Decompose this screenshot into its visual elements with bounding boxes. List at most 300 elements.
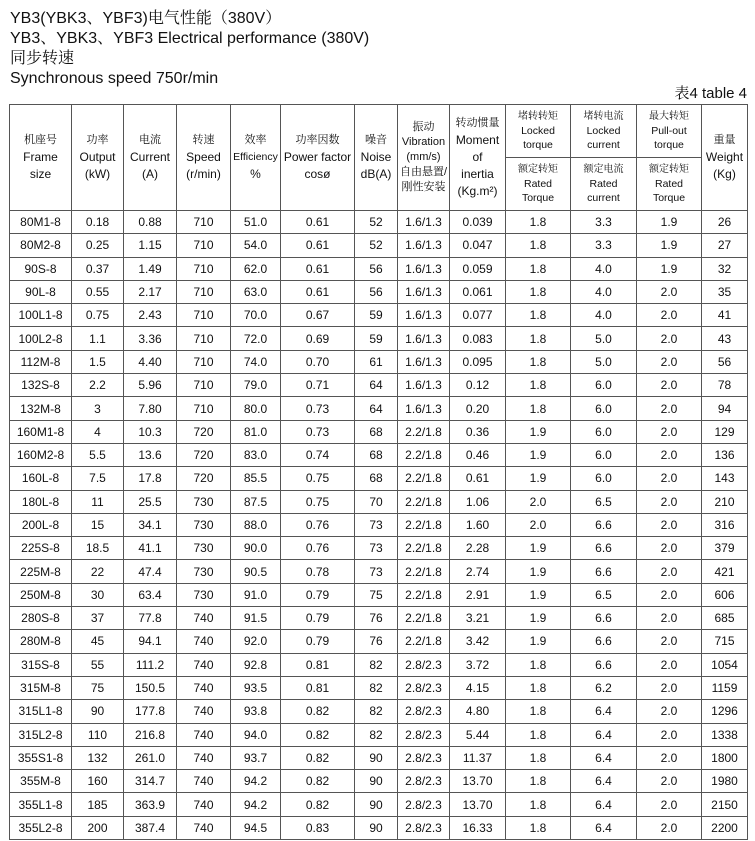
cell-output: 37 — [72, 607, 124, 630]
table-row — [10, 350, 748, 373]
cell-power-factor: 0.75 — [281, 467, 355, 490]
cell-vibration: 2.8/2.3 — [398, 793, 450, 816]
cell-vibration: 2.8/2.3 — [398, 746, 450, 769]
cell-power-factor: 0.82 — [281, 700, 355, 723]
cell-locked-current-ratio: 6.6 — [571, 513, 637, 536]
cell-locked-torque-ratio: 1.9 — [506, 467, 571, 490]
cell-frame-size: 80M2-8 — [10, 234, 72, 257]
cell-frame-size: 200L-8 — [10, 513, 72, 536]
cell-vibration: 2.8/2.3 — [398, 770, 450, 793]
cell-output: 22 — [72, 560, 124, 583]
header-efficiency — [231, 105, 281, 211]
cell-speed: 720 — [177, 443, 231, 466]
cell-frame-size: 315L2-8 — [10, 723, 72, 746]
header-lt-bot-en2: Torque — [521, 192, 555, 204]
cell-pullout-torque-ratio: 2.0 — [637, 467, 702, 490]
performance-table — [9, 104, 748, 840]
cell-frame-size: 355M-8 — [10, 770, 72, 793]
header-vibration — [398, 105, 450, 211]
cell-frame-size: 355S1-8 — [10, 746, 72, 769]
header-pt-top-en1: Pull-out — [651, 125, 687, 137]
cell-weight: 94 — [702, 397, 748, 420]
header-lc-top-en1: Locked — [586, 125, 621, 137]
header-power-factor — [281, 105, 355, 211]
header-inertia-en1: Moment — [455, 133, 500, 147]
cell-pullout-torque-ratio: 2.0 — [637, 607, 702, 630]
cell-power-factor: 0.79 — [281, 607, 355, 630]
cell-output: 0.37 — [72, 257, 124, 280]
cell-vibration: 1.6/1.3 — [398, 327, 450, 350]
cell-frame-size: 100L2-8 — [10, 327, 72, 350]
cell-vibration: 1.6/1.3 — [398, 397, 450, 420]
cell-weight: 41 — [702, 304, 748, 327]
cell-output: 4 — [72, 420, 124, 443]
header-noise-unit: dB(A) — [360, 167, 392, 181]
cell-noise: 73 — [355, 537, 398, 560]
cell-locked-torque-ratio: 2.0 — [506, 513, 571, 536]
cell-locked-torque-ratio: 1.8 — [506, 723, 571, 746]
cell-locked-current-ratio: 6.2 — [571, 676, 637, 699]
cell-speed: 730 — [177, 583, 231, 606]
cell-locked-torque-ratio: 1.8 — [506, 211, 571, 234]
document-heading — [10, 9, 369, 89]
cell-output: 55 — [72, 653, 124, 676]
cell-efficiency: 80.0 — [231, 397, 281, 420]
cell-pullout-torque-ratio: 2.0 — [637, 537, 702, 560]
cell-frame-size: 225M-8 — [10, 560, 72, 583]
cell-speed: 710 — [177, 257, 231, 280]
cell-power-factor: 0.81 — [281, 653, 355, 676]
cell-speed: 730 — [177, 560, 231, 583]
cell-speed: 710 — [177, 304, 231, 327]
cell-efficiency: 87.5 — [231, 490, 281, 513]
cell-weight: 1338 — [702, 723, 748, 746]
cell-output: 1.5 — [72, 350, 124, 373]
cell-inertia: 1.60 — [450, 513, 506, 536]
cell-current: 34.1 — [124, 513, 177, 536]
cell-power-factor: 0.76 — [281, 513, 355, 536]
cell-efficiency: 74.0 — [231, 350, 281, 373]
cell-output: 0.55 — [72, 280, 124, 303]
cell-efficiency: 93.7 — [231, 746, 281, 769]
cell-current: 0.88 — [124, 211, 177, 234]
header-inertia-en2: of — [472, 150, 483, 164]
table-row — [10, 676, 748, 699]
cell-power-factor: 0.76 — [281, 537, 355, 560]
table-row — [10, 816, 748, 839]
cell-speed: 710 — [177, 350, 231, 373]
cell-pullout-torque-ratio: 2.0 — [637, 630, 702, 653]
cell-efficiency: 92.8 — [231, 653, 281, 676]
cell-efficiency: 70.0 — [231, 304, 281, 327]
cell-locked-torque-ratio: 1.9 — [506, 443, 571, 466]
cell-pullout-torque-ratio: 2.0 — [637, 653, 702, 676]
cell-noise: 82 — [355, 723, 398, 746]
cell-current: 216.8 — [124, 723, 177, 746]
cell-efficiency: 91.5 — [231, 607, 281, 630]
cell-locked-current-ratio: 6.4 — [571, 723, 637, 746]
cell-efficiency: 94.2 — [231, 770, 281, 793]
cell-speed: 730 — [177, 490, 231, 513]
cell-inertia: 0.059 — [450, 257, 506, 280]
cell-locked-current-ratio: 6.0 — [571, 443, 637, 466]
header-weight-en: Weight — [705, 150, 744, 164]
cell-locked-current-ratio: 6.0 — [571, 420, 637, 443]
cell-vibration: 2.2/1.8 — [398, 537, 450, 560]
header-efficiency-zh: 效率 — [244, 134, 267, 146]
cell-inertia: 4.80 — [450, 700, 506, 723]
cell-output: 7.5 — [72, 467, 124, 490]
cell-locked-torque-ratio: 1.9 — [506, 630, 571, 653]
cell-locked-torque-ratio: 1.8 — [506, 304, 571, 327]
cell-current: 17.8 — [124, 467, 177, 490]
cell-pullout-torque-ratio: 2.0 — [637, 700, 702, 723]
cell-power-factor: 0.67 — [281, 304, 355, 327]
cell-pullout-torque-ratio: 2.0 — [637, 280, 702, 303]
table-row — [10, 257, 748, 280]
header-frame-unit: size — [29, 167, 52, 181]
cell-efficiency: 93.5 — [231, 676, 281, 699]
cell-speed: 740 — [177, 676, 231, 699]
cell-inertia: 0.039 — [450, 211, 506, 234]
cell-frame-size: 315L1-8 — [10, 700, 72, 723]
cell-efficiency: 92.0 — [231, 630, 281, 653]
cell-current: 177.8 — [124, 700, 177, 723]
cell-power-factor: 0.82 — [281, 746, 355, 769]
cell-vibration: 1.6/1.3 — [398, 280, 450, 303]
cell-efficiency: 81.0 — [231, 420, 281, 443]
cell-efficiency: 91.0 — [231, 583, 281, 606]
header-weight-unit: (Kg) — [713, 167, 736, 181]
header-vibration-note2: 刚性安装 — [401, 181, 446, 193]
cell-output: 200 — [72, 816, 124, 839]
cell-frame-size: 225S-8 — [10, 537, 72, 560]
cell-efficiency: 90.0 — [231, 537, 281, 560]
table-row — [10, 280, 748, 303]
cell-locked-current-ratio: 5.0 — [571, 350, 637, 373]
cell-output: 0.25 — [72, 234, 124, 257]
cell-frame-size: 160L-8 — [10, 467, 72, 490]
cell-output: 45 — [72, 630, 124, 653]
table-row — [10, 234, 748, 257]
cell-noise: 68 — [355, 467, 398, 490]
cell-vibration: 2.8/2.3 — [398, 700, 450, 723]
header-pt-bot-en1: Rated — [654, 178, 684, 190]
header-pt-bot-en2: Torque — [652, 192, 686, 204]
cell-locked-current-ratio: 6.6 — [571, 560, 637, 583]
header-lc-bot-zh: 额定电流 — [583, 164, 624, 175]
cell-efficiency: 94.0 — [231, 723, 281, 746]
cell-weight: 606 — [702, 583, 748, 606]
cell-power-factor: 0.70 — [281, 350, 355, 373]
cell-current: 261.0 — [124, 746, 177, 769]
title-line-3: 同步转速 — [10, 50, 75, 67]
cell-current: 314.7 — [124, 770, 177, 793]
cell-power-factor: 0.79 — [281, 583, 355, 606]
header-speed-zh: 转速 — [192, 134, 215, 146]
cell-output: 0.75 — [72, 304, 124, 327]
header-vibration-unit: (mm/s) — [406, 151, 441, 163]
cell-locked-torque-ratio: 1.8 — [506, 793, 571, 816]
table-row — [10, 374, 748, 397]
cell-weight: 1054 — [702, 653, 748, 676]
header-vibration-note1: 自由悬置/ — [399, 166, 448, 178]
cell-current: 7.80 — [124, 397, 177, 420]
header-pf-zh: 功率因数 — [295, 134, 340, 146]
cell-pullout-torque-ratio: 2.0 — [637, 420, 702, 443]
header-pt-top-zh: 最大转矩 — [649, 111, 689, 122]
cell-locked-torque-ratio: 1.8 — [506, 397, 571, 420]
cell-efficiency: 85.5 — [231, 467, 281, 490]
header-pt-bot-zh: 额定转矩 — [649, 164, 689, 175]
cell-frame-size: 355L2-8 — [10, 816, 72, 839]
cell-weight: 78 — [702, 374, 748, 397]
header-inertia — [450, 105, 506, 211]
cell-locked-current-ratio: 3.3 — [571, 211, 637, 234]
table-row — [10, 653, 748, 676]
cell-noise: 73 — [355, 513, 398, 536]
cell-frame-size: 280S-8 — [10, 607, 72, 630]
cell-locked-current-ratio: 6.5 — [571, 583, 637, 606]
cell-frame-size: 355L1-8 — [10, 793, 72, 816]
cell-speed: 710 — [177, 280, 231, 303]
cell-locked-torque-ratio: 1.9 — [506, 607, 571, 630]
cell-power-factor: 0.73 — [281, 397, 355, 420]
title-line-2: YB3、YBK3、YBF3 Electrical performance (380V) — [10, 30, 370, 47]
table-row — [10, 770, 748, 793]
cell-inertia: 0.061 — [450, 280, 506, 303]
cell-inertia: 16.33 — [450, 816, 506, 839]
header-weight — [702, 105, 748, 211]
cell-vibration: 2.2/1.8 — [398, 443, 450, 466]
table-row — [10, 327, 748, 350]
cell-frame-size: 132M-8 — [10, 397, 72, 420]
table-row — [10, 560, 748, 583]
cell-current: 13.6 — [124, 443, 177, 466]
cell-pullout-torque-ratio: 1.9 — [637, 211, 702, 234]
cell-noise: 76 — [355, 607, 398, 630]
header-locked-current — [571, 105, 637, 211]
cell-weight: 379 — [702, 537, 748, 560]
cell-current: 63.4 — [124, 583, 177, 606]
cell-pullout-torque-ratio: 2.0 — [637, 676, 702, 699]
header-lt-top-en1: Locked — [521, 125, 555, 137]
header-lc-top-en2: current — [587, 139, 620, 151]
cell-speed: 740 — [177, 607, 231, 630]
cell-current: 387.4 — [124, 816, 177, 839]
table-number: 表4 table 4 — [674, 85, 747, 102]
cell-pullout-torque-ratio: 2.0 — [637, 746, 702, 769]
cell-pullout-torque-ratio: 2.0 — [637, 490, 702, 513]
header-current-unit: (A) — [142, 167, 158, 181]
cell-speed: 740 — [177, 723, 231, 746]
header-efficiency-unit: % — [250, 167, 261, 181]
cell-vibration: 2.2/1.8 — [398, 607, 450, 630]
cell-locked-current-ratio: 6.4 — [571, 770, 637, 793]
cell-current: 3.36 — [124, 327, 177, 350]
cell-locked-current-ratio: 6.6 — [571, 607, 637, 630]
cell-current: 77.8 — [124, 607, 177, 630]
table-row — [10, 583, 748, 606]
table-row — [10, 420, 748, 443]
cell-pullout-torque-ratio: 2.0 — [637, 327, 702, 350]
cell-vibration: 2.8/2.3 — [398, 676, 450, 699]
cell-locked-torque-ratio: 1.8 — [506, 327, 571, 350]
header-pullout-torque — [637, 105, 702, 211]
cell-efficiency: 90.5 — [231, 560, 281, 583]
cell-speed: 730 — [177, 513, 231, 536]
cell-power-factor: 0.74 — [281, 443, 355, 466]
cell-vibration: 2.2/1.8 — [398, 630, 450, 653]
cell-weight: 210 — [702, 490, 748, 513]
cell-inertia: 0.083 — [450, 327, 506, 350]
cell-power-factor: 0.82 — [281, 770, 355, 793]
cell-output: 110 — [72, 723, 124, 746]
cell-output: 185 — [72, 793, 124, 816]
cell-frame-size: 315S-8 — [10, 653, 72, 676]
cell-vibration: 2.8/2.3 — [398, 653, 450, 676]
cell-weight: 2200 — [702, 816, 748, 839]
cell-inertia: 0.46 — [450, 443, 506, 466]
header-current-zh: 电流 — [139, 134, 161, 146]
cell-current: 2.43 — [124, 304, 177, 327]
cell-current: 2.17 — [124, 280, 177, 303]
cell-current: 1.49 — [124, 257, 177, 280]
header-frame — [10, 105, 72, 211]
cell-frame-size: 280M-8 — [10, 630, 72, 653]
cell-current: 4.40 — [124, 350, 177, 373]
header-output — [72, 105, 124, 211]
cell-inertia: 0.20 — [450, 397, 506, 420]
cell-output: 1.1 — [72, 327, 124, 350]
cell-noise: 70 — [355, 490, 398, 513]
cell-weight: 421 — [702, 560, 748, 583]
cell-speed: 740 — [177, 630, 231, 653]
header-current-en: Current — [129, 150, 170, 164]
cell-noise: 52 — [355, 211, 398, 234]
cell-locked-current-ratio: 4.0 — [571, 280, 637, 303]
cell-locked-torque-ratio: 1.8 — [506, 257, 571, 280]
cell-vibration: 1.6/1.3 — [398, 374, 450, 397]
cell-locked-torque-ratio: 1.9 — [506, 560, 571, 583]
cell-efficiency: 72.0 — [231, 327, 281, 350]
cell-pullout-torque-ratio: 2.0 — [637, 560, 702, 583]
cell-pullout-torque-ratio: 2.0 — [637, 513, 702, 536]
cell-speed: 740 — [177, 700, 231, 723]
cell-inertia: 3.42 — [450, 630, 506, 653]
cell-output: 75 — [72, 676, 124, 699]
cell-locked-current-ratio: 4.0 — [571, 304, 637, 327]
cell-inertia: 1.06 — [450, 490, 506, 513]
cell-inertia: 0.36 — [450, 420, 506, 443]
cell-weight: 56 — [702, 350, 748, 373]
cell-output: 15 — [72, 513, 124, 536]
header-speed — [177, 105, 231, 211]
cell-pullout-torque-ratio: 2.0 — [637, 723, 702, 746]
table-row — [10, 700, 748, 723]
cell-efficiency: 54.0 — [231, 234, 281, 257]
cell-power-factor: 0.69 — [281, 327, 355, 350]
cell-efficiency: 63.0 — [231, 280, 281, 303]
cell-locked-torque-ratio: 1.8 — [506, 700, 571, 723]
header-locked-torque — [506, 105, 571, 211]
cell-weight: 27 — [702, 234, 748, 257]
cell-power-factor: 0.61 — [281, 234, 355, 257]
header-lt-bot-zh: 额定转矩 — [518, 164, 558, 175]
header-current — [124, 105, 177, 211]
table-row — [10, 793, 748, 816]
cell-output: 5.5 — [72, 443, 124, 466]
cell-noise: 59 — [355, 304, 398, 327]
cell-pullout-torque-ratio: 2.0 — [637, 443, 702, 466]
cell-current: 25.5 — [124, 490, 177, 513]
cell-noise: 82 — [355, 653, 398, 676]
cell-noise: 90 — [355, 770, 398, 793]
cell-locked-current-ratio: 6.4 — [571, 746, 637, 769]
cell-frame-size: 180L-8 — [10, 490, 72, 513]
cell-pullout-torque-ratio: 2.0 — [637, 350, 702, 373]
table-row — [10, 467, 748, 490]
cell-locked-current-ratio: 6.0 — [571, 467, 637, 490]
cell-noise: 76 — [355, 630, 398, 653]
cell-frame-size: 112M-8 — [10, 350, 72, 373]
cell-output: 3 — [72, 397, 124, 420]
header-lt-top-zh: 堵转转矩 — [518, 111, 558, 122]
cell-noise: 56 — [355, 280, 398, 303]
cell-locked-torque-ratio: 1.9 — [506, 583, 571, 606]
cell-noise: 52 — [355, 234, 398, 257]
cell-locked-current-ratio: 6.0 — [571, 397, 637, 420]
cell-noise: 68 — [355, 420, 398, 443]
cell-power-factor: 0.61 — [281, 257, 355, 280]
cell-speed: 740 — [177, 653, 231, 676]
cell-power-factor: 0.79 — [281, 630, 355, 653]
cell-efficiency: 62.0 — [231, 257, 281, 280]
cell-vibration: 2.2/1.8 — [398, 583, 450, 606]
header-frame-zh: 机座号 — [24, 134, 57, 146]
header-lc-bot-en1: Rated — [589, 178, 618, 190]
cell-inertia: 3.72 — [450, 653, 506, 676]
cell-efficiency: 94.5 — [231, 816, 281, 839]
table-row — [10, 490, 748, 513]
cell-speed: 710 — [177, 327, 231, 350]
cell-power-factor: 0.73 — [281, 420, 355, 443]
cell-weight: 1296 — [702, 700, 748, 723]
cell-speed: 740 — [177, 746, 231, 769]
cell-noise: 82 — [355, 700, 398, 723]
cell-pullout-torque-ratio: 2.0 — [637, 583, 702, 606]
cell-inertia: 2.28 — [450, 537, 506, 560]
cell-locked-current-ratio: 5.0 — [571, 327, 637, 350]
cell-current: 10.3 — [124, 420, 177, 443]
cell-frame-size: 100L1-8 — [10, 304, 72, 327]
cell-output: 160 — [72, 770, 124, 793]
cell-noise: 75 — [355, 583, 398, 606]
cell-locked-current-ratio: 6.4 — [571, 793, 637, 816]
cell-speed: 710 — [177, 374, 231, 397]
table-row — [10, 443, 748, 466]
cell-current: 363.9 — [124, 793, 177, 816]
cell-locked-current-ratio: 6.6 — [571, 537, 637, 560]
cell-noise: 68 — [355, 443, 398, 466]
header-noise-zh: 噪音 — [365, 134, 387, 146]
cell-pullout-torque-ratio: 2.0 — [637, 397, 702, 420]
cell-power-factor: 0.82 — [281, 723, 355, 746]
cell-inertia: 0.047 — [450, 234, 506, 257]
cell-weight: 1800 — [702, 746, 748, 769]
cell-locked-torque-ratio: 1.8 — [506, 374, 571, 397]
header-noise — [355, 105, 398, 211]
